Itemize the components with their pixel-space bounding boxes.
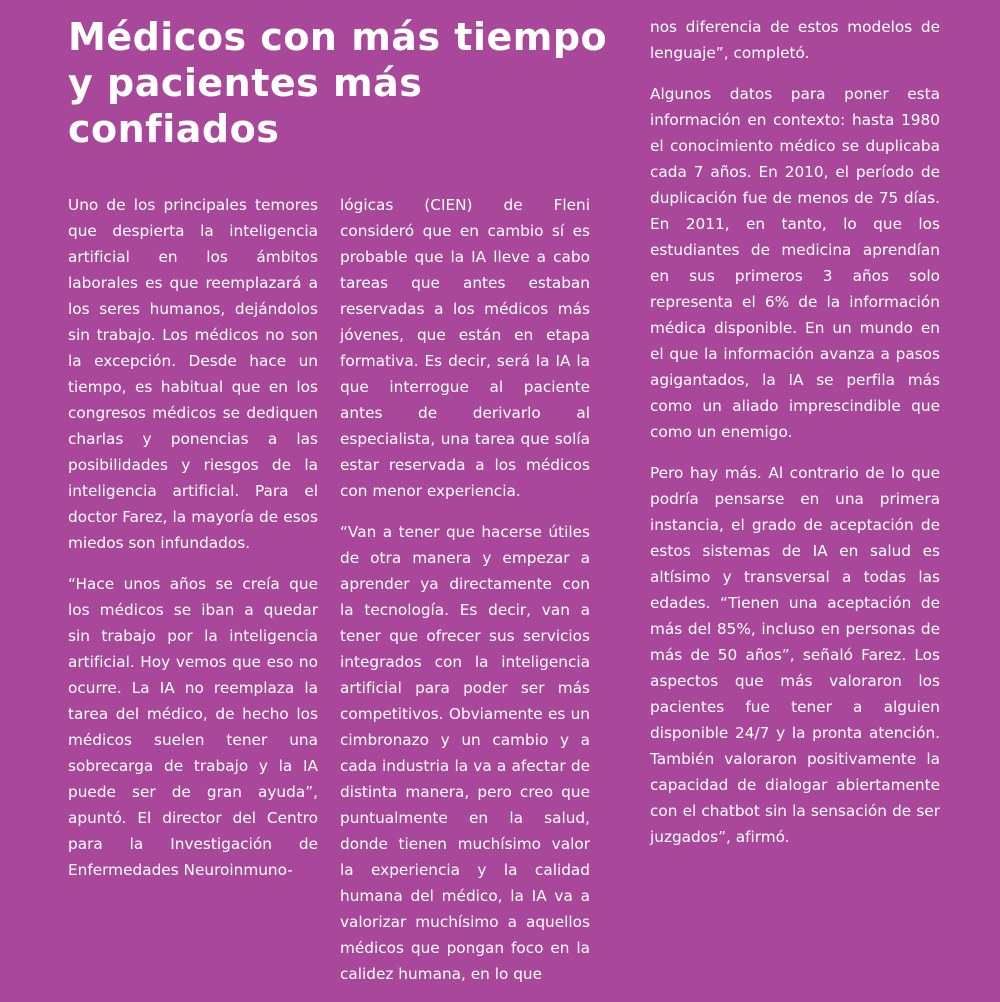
- article-column-3: [650, 14, 940, 865]
- paragraph: Uno de los principales temores que despierta la inteligencia artificial en los ámbitos laborales es que reemplazará a los seres humanos, dejándolos sin trabajo. Los médicos no son la excepción. Desde hace un tiempo, es habitual que en los congresos médicos se dediquen charlas y ponencias a las posibilidades y riesgos de la inteligencia artificial. Para el doctor Farez, la mayoría de esos miedos son infundados.: [68, 196, 318, 552]
- paragraph: lógicas (CIEN) de Fleni consideró que en cambio sí es probable que la IA lleve a cabo tareas que antes estaban reservadas a los médicos más jóvenes, que están en etapa formativa. Es decir, será la IA la que interrogue al paciente antes de derivarlo al especialista, una tarea que solía estar reservada a los médicos con menor experiencia.: [340, 196, 590, 500]
- paragraph: nos diferencia de estos modelos de lenguaje”, completó.: [650, 18, 940, 62]
- paragraph: Pero hay más. Al contrario de lo que podría pensarse en una primera instancia, el grado de aceptación de estos sistemas de IA en salud es altísimo y transversal a todas las edades. “Tienen una aceptación de más del 85%, incluso en personas de más de 50 años”, señaló Farez. Los aspectos que más valoraron los pacientes fue tener a alguien disponible 24/7 y la pronta atención. También valoraron positivamente la capacidad de dialogar abiertamente con el chatbot sin la sensación de ser juzgados”, afirmó.: [650, 464, 940, 846]
- paragraph: “Van a tener que hacerse útiles de otra manera y empezar a aprender ya directamente con la tecnología. Es decir, van a tener que ofrecer sus servicios integrados con la inteligencia artificial para poder ser más competitivos. Obviamente es un cimbronazo y un cambio y a cada industria la va a afectar de distinta manera, pero creo que puntualmente en la salud, donde tienen muchísimo valor la experiencia y la calidad humana del médico, la IA va a valorizar muchísimo a aquellos médicos que pongan foco en la calidez humana, en lo que: [340, 523, 590, 983]
- article-column-2: [340, 192, 590, 1002]
- article-headline: Médicos con más tiempo y pacientes más confiados: [68, 15, 608, 151]
- paragraph: “Hace unos años se creía que los médicos se iban a quedar sin trabajo por la inteligencia artificial. Hoy vemos que eso no ocurre. La IA no reemplaza la tarea del médico, de hecho los médicos suelen tener una sobrecarga de trabajo y la IA puede ser de gran ayuda”, apuntó. El director del Centro para la Investigación de Enfermedades Neuroinmuno-: [68, 575, 318, 879]
- article-column-1: [68, 192, 318, 898]
- paragraph: Algunos datos para poner esta información en contexto: hasta 1980 el conocimiento médico se duplicaba cada 7 años. En 2010, el período de duplicación fue de menos de 75 días. En 2011, en tanto, lo que los estudiantes de medicina aprendían en sus primeros 3 años solo representa el 6% de la información médica disponible. En un mundo en el que la información avanza a pasos agigantados, la IA se perfila más como un aliado imprescindible que como un enemigo.: [650, 85, 940, 441]
